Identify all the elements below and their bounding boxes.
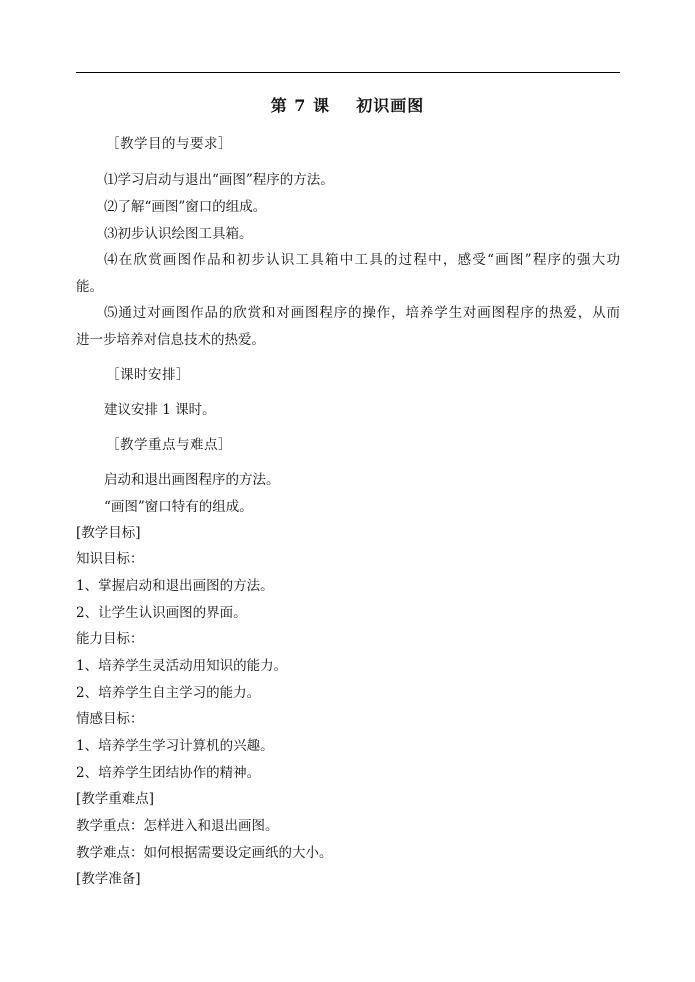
- key-item-2: “画图”窗口特有的组成。: [104, 499, 253, 515]
- hard-point: 教学难点：如何根据需要设定画纸的大小。: [76, 845, 333, 861]
- key-heading: ［教学重点与难点］: [106, 437, 232, 453]
- schedule-text: 建议安排 1 课时。: [104, 402, 216, 418]
- purpose-item-5-line-2: 进一步培养对信息技术的热爱。: [76, 332, 265, 348]
- purpose-item-2: ⑵了解“画图”窗口的组成。: [104, 199, 267, 215]
- emotion-item-2: 2、培养学生团结协作的精神。: [76, 765, 261, 781]
- ability-label: 能力目标：: [76, 631, 144, 647]
- header-rule: [76, 72, 620, 73]
- ability-item-2: 2、培养学生自主学习的能力。: [76, 685, 261, 701]
- purpose-item-1: ⑴学习启动与退出“画图”程序的方法。: [104, 172, 334, 188]
- prep-heading: [教学准备]: [76, 871, 141, 887]
- purpose-item-3: ⑶初步认识绘图工具箱。: [104, 226, 253, 242]
- goals-heading: [教学目标]: [76, 525, 141, 541]
- key-point: 教学重点：怎样进入和退出画图。: [76, 818, 279, 834]
- knowledge-label: 知识目标：: [76, 551, 144, 567]
- purpose-item-4-line-2: 能。: [76, 279, 103, 295]
- purpose-item-5-line-1: ⑸通过对画图作品的欣赏和对画图程序的操作，培养学生对画图程序的热爱，从而: [104, 305, 620, 321]
- emotion-label: 情感目标：: [76, 711, 144, 727]
- lesson-title: 第 7 课 初识画图: [270, 96, 425, 115]
- key-item-1: 启动和退出画图程序的方法。: [104, 472, 280, 488]
- purpose-heading: ［教学目的与要求］: [106, 136, 232, 152]
- difficulty-heading: [教学重难点]: [76, 791, 155, 807]
- schedule-heading: ［课时安排］: [106, 367, 190, 383]
- knowledge-item-2: 2、让学生认识画图的界面。: [76, 605, 247, 621]
- ability-item-1: 1、培养学生灵活动用知识的能力。: [76, 658, 288, 674]
- emotion-item-1: 1、培养学生学习计算机的兴趣。: [76, 738, 274, 754]
- knowledge-item-1: 1、掌握启动和退出画图的方法。: [76, 578, 274, 594]
- purpose-item-4-line-1: ⑷在欣赏画图作品和初步认识工具箱中工具的过程中，感受“画图”程序的强大功: [104, 252, 620, 268]
